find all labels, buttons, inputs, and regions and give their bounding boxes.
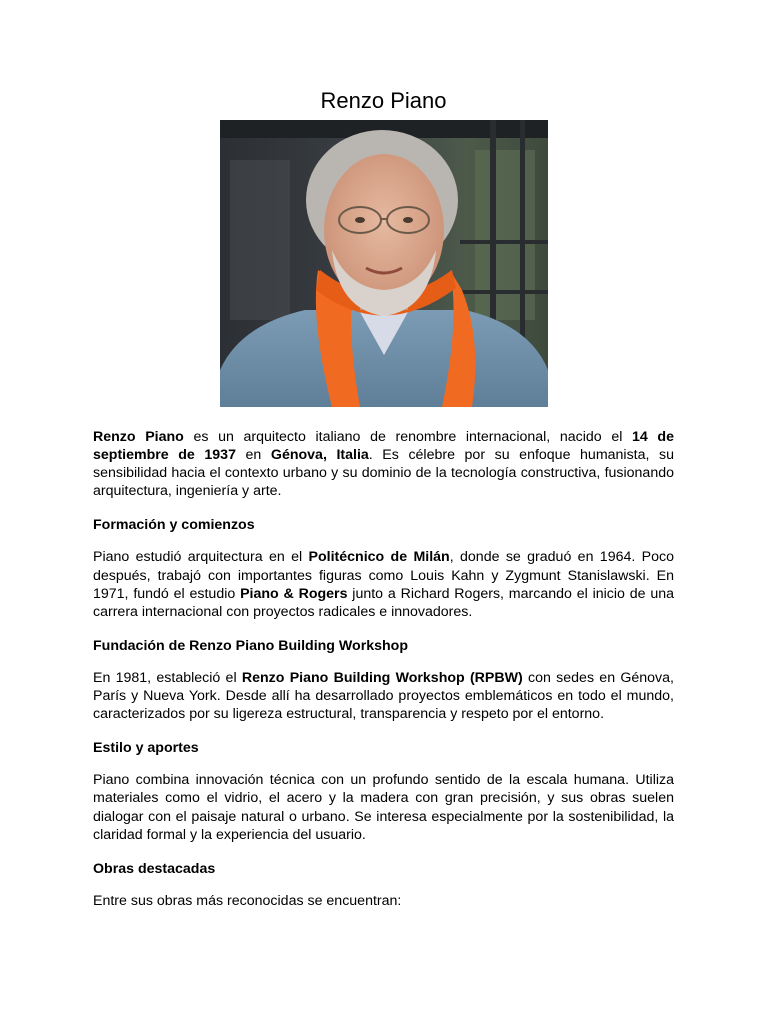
- intro-paragraph: [93, 428, 674, 500]
- formacion-studio-bold: Piano & Rogers: [240, 585, 348, 602]
- fundacion-text-1: En 1981, estableció el: [93, 669, 242, 686]
- paragraph-formacion: [93, 548, 674, 620]
- intro-text-1: es un arquitecto italiano de renombre internacional, nacido el: [183, 429, 633, 445]
- heading-estilo: Estilo y aportes: [93, 740, 199, 757]
- formacion-politecnico-bold: Politécnico de Milán: [308, 549, 450, 566]
- portrait-container: [93, 120, 674, 407]
- heading-obras: Obras destacadas: [93, 860, 216, 877]
- estilo-text-1: Piano combina innovación técnica con un profundo sentido de la escala humana. Utiliza materiales como el vidrio, el acero y la madera con gran precisión, y sus obras suelen dialogar con el paisaje natural o urbano. Se interesa especialmente por la sostenibilidad, la claridad formal y la experiencia del usuario.: [93, 772, 674, 843]
- formacion-text-1: Piano estudió arquitectura en el: [93, 549, 309, 566]
- page-title: Renzo Piano: [320, 88, 447, 113]
- formacion-text-3: junto a Richard Rogers, marcando el inicio de una carrera internacional con proyectos radicales e innovadores.: [93, 585, 674, 620]
- document-page: [93, 86, 674, 910]
- intro-text-2: en: [235, 447, 271, 464]
- heading-formacion: Formación y comienzos: [93, 517, 255, 534]
- fundacion-rpbw-bold: Renzo Piano Building Workshop (RPBW): [241, 669, 523, 686]
- intro-birthplace-bold: Génova, Italia: [270, 447, 369, 464]
- paragraph-estilo: [93, 771, 674, 843]
- intro-name-bold: Renzo Piano: [93, 429, 184, 445]
- obras-text-1: Entre sus obras más reconocidas se encuentran:: [93, 892, 402, 909]
- paragraph-fundacion: [93, 669, 674, 723]
- formacion-text-2: , donde se graduó en 1964. Poco después, trabajó con importantes figuras como Louis Kahn y Zygmunt Stanislawski. En 1971, fundó el estudio: [93, 549, 674, 602]
- heading-fundacion: Fundación de Renzo Piano Building Workshop: [93, 637, 409, 654]
- paragraph-obras: [93, 892, 674, 910]
- portrait-photo: [220, 120, 548, 407]
- intro-text-3: . Es célebre por su enfoque humanista, su sensibilidad hacia el contexto urbano y su dominio de la tecnología constructiva, fusionando arquitectura, ingeniería y arte.: [93, 447, 674, 500]
- intro-birthdate-bold: 14 de septiembre de 1937: [93, 429, 674, 464]
- fundacion-text-2: con sedes en Génova, París y Nueva York. Desde allí ha desarrollado proyectos emblemáticos en todo el mundo, caracterizados por su ligereza estructural, transparencia y respeto por el entorno.: [93, 669, 674, 723]
